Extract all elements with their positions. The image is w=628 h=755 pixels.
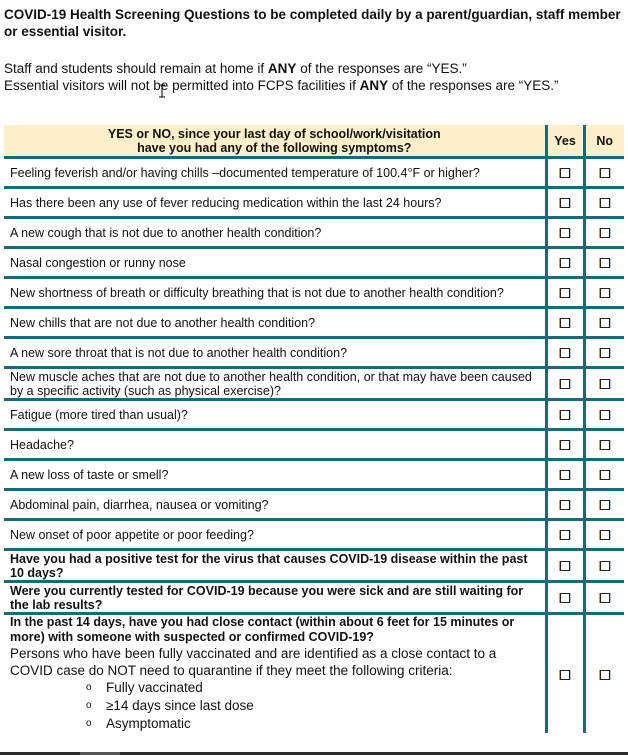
no-cell [584, 248, 624, 278]
yes-checkbox[interactable] [560, 670, 570, 680]
yes-checkbox[interactable] [560, 561, 570, 571]
question-cell: New shortness of breath or difficulty breathing that is not due to another health condition? [4, 278, 546, 308]
header-line: YES or NO, since your last day of school/work/visitation [107, 127, 441, 141]
criteria-item [86, 715, 541, 733]
no-cell [584, 368, 624, 400]
yes-cell [546, 338, 584, 368]
table-row [4, 368, 624, 400]
yes-cell [546, 490, 584, 520]
yes-checkbox[interactable] [560, 530, 570, 540]
no-cell [584, 338, 624, 368]
no-cell [584, 550, 624, 582]
yes-checkbox[interactable] [560, 348, 570, 358]
bullet-icon: o [86, 700, 92, 711]
instruction-staff-students [4, 60, 624, 77]
question-cell: Nasal congestion or runny nose [4, 248, 546, 278]
no-checkbox[interactable] [600, 530, 610, 540]
no-checkbox[interactable] [600, 410, 610, 420]
no-checkbox[interactable] [600, 379, 610, 389]
no-checkbox[interactable] [600, 561, 610, 571]
question-cell: New chills that are not due to another health condition? [4, 308, 546, 338]
question-cell: Abdominal pain, diarrhea, nausea or vomiting? [4, 490, 546, 520]
note-emphasis: ANY [359, 78, 389, 93]
close-contact-question: In the past 14 days, have you had close contact (within about 6 feet for 15 minutes or more) with someone with suspected or confirmed COVID-19? [10, 615, 515, 644]
no-checkbox[interactable] [600, 670, 610, 680]
yes-checkbox[interactable] [560, 410, 570, 420]
no-cell [584, 158, 624, 188]
no-cell [584, 582, 624, 614]
criteria-text: Asymptomatic [106, 716, 191, 731]
table-row [4, 430, 624, 460]
table-row [4, 248, 624, 278]
no-cell [584, 430, 624, 460]
criteria-item [86, 697, 541, 715]
no-cell [584, 520, 624, 550]
table-row [4, 338, 624, 368]
yes-cell [546, 430, 584, 460]
question-cell: A new sore throat that is not due to another health condition? [4, 338, 546, 368]
no-header: No [584, 125, 624, 158]
yes-cell [546, 158, 584, 188]
no-checkbox[interactable] [600, 500, 610, 510]
question-cell: Headache? [4, 430, 546, 460]
yes-checkbox[interactable] [560, 198, 570, 208]
no-cell [584, 188, 624, 218]
yes-cell [546, 308, 584, 338]
no-cell [584, 278, 624, 308]
yes-cell [546, 368, 584, 400]
yes-cell [546, 520, 584, 550]
note-emphasis: ANY [267, 61, 297, 76]
criteria-text: Fully vaccinated [106, 680, 203, 695]
question-cell: New onset of poor appetite or poor feeding? [4, 520, 546, 550]
yes-cell [546, 278, 584, 308]
table-header [4, 125, 624, 158]
question-header [4, 125, 546, 158]
yes-header: Yes [546, 125, 584, 158]
yes-checkbox[interactable] [560, 593, 570, 603]
table-row [4, 218, 624, 248]
table-row [4, 278, 624, 308]
question-cell: Were you currently tested for COVID-19 because you were sick and are still waiting for the lab results? [4, 582, 546, 614]
no-checkbox[interactable] [600, 198, 610, 208]
note-text: Staff and students should remain at home if [4, 61, 268, 76]
yes-checkbox[interactable] [560, 288, 570, 298]
question-cell: A new loss of taste or smell? [4, 460, 546, 490]
yes-checkbox[interactable] [560, 258, 570, 268]
screening-table [4, 125, 624, 733]
table-row [4, 460, 624, 490]
yes-cell [546, 400, 584, 430]
yes-cell [546, 460, 584, 490]
table-row [4, 188, 624, 218]
table-row [4, 400, 624, 430]
criteria-item [86, 679, 541, 697]
no-checkbox[interactable] [600, 318, 610, 328]
yes-cell [546, 582, 584, 614]
no-cell [584, 490, 624, 520]
no-checkbox[interactable] [600, 168, 610, 178]
bullet-icon: o [86, 718, 92, 729]
table-row [4, 520, 624, 550]
note-text: Essential visitors will not be permitted into FCPS facilities if [4, 78, 360, 93]
question-cell: Has there been any use of fever reducing medication within the last 24 hours? [4, 188, 546, 218]
vaccination-explanation: Persons who have been fully vaccinated and are identified as a close contact to a COVID case do NOT need to quarantine if they meet the following criteria: [10, 646, 497, 678]
no-cell [584, 400, 624, 430]
yes-cell [546, 218, 584, 248]
yes-checkbox[interactable] [560, 228, 570, 238]
yes-checkbox[interactable] [560, 500, 570, 510]
criteria-list [10, 679, 541, 733]
no-checkbox[interactable] [600, 440, 610, 450]
no-checkbox[interactable] [600, 288, 610, 298]
text-cursor-icon [158, 84, 166, 98]
no-checkbox[interactable] [600, 470, 610, 480]
yes-cell [546, 614, 584, 734]
yes-checkbox[interactable] [560, 168, 570, 178]
no-checkbox[interactable] [600, 593, 610, 603]
no-cell [584, 614, 624, 734]
header-line: have you had any of the following symptoms? [137, 141, 412, 155]
table-row [4, 550, 624, 582]
yes-checkbox[interactable] [560, 440, 570, 450]
question-cell [4, 614, 546, 734]
yes-checkbox[interactable] [560, 470, 570, 480]
table-row [4, 582, 624, 614]
question-cell: A new cough that is not due to another health condition? [4, 218, 546, 248]
question-cell: New muscle aches that are not due to another health condition, or that may have been caused by a specific activity (such as physical exercise)? [4, 368, 546, 400]
table-row-close-contact [4, 614, 624, 734]
criteria-text: ≥14 days since last dose [106, 698, 254, 713]
bullet-icon: o [86, 682, 92, 693]
no-cell [584, 218, 624, 248]
no-cell [584, 308, 624, 338]
table-row [4, 158, 624, 188]
table-row [4, 490, 624, 520]
yes-checkbox[interactable] [560, 318, 570, 328]
question-cell: Feeling feverish and/or having chills –documented temperature of 100.4°F or higher? [4, 158, 546, 188]
question-cell: Fatigue (more tired than usual)? [4, 400, 546, 430]
yes-checkbox[interactable] [560, 379, 570, 389]
note-text: of the responses are “YES.” [388, 78, 559, 93]
no-checkbox[interactable] [600, 348, 610, 358]
no-cell [584, 460, 624, 490]
instructions [4, 60, 624, 94]
question-cell: Have you had a positive test for the virus that causes COVID-19 disease within the past 10 days? [4, 550, 546, 582]
yes-cell [546, 550, 584, 582]
yes-cell [546, 188, 584, 218]
instruction-visitors [4, 77, 624, 94]
table-row [4, 308, 624, 338]
no-checkbox[interactable] [600, 228, 610, 238]
note-text: of the responses are “YES.” [296, 61, 467, 76]
document-title: COVID-19 Health Screening Questions to be completed daily by a parent/guardian, staff member or essential visitor. [4, 7, 621, 39]
yes-cell [546, 248, 584, 278]
no-checkbox[interactable] [600, 258, 610, 268]
